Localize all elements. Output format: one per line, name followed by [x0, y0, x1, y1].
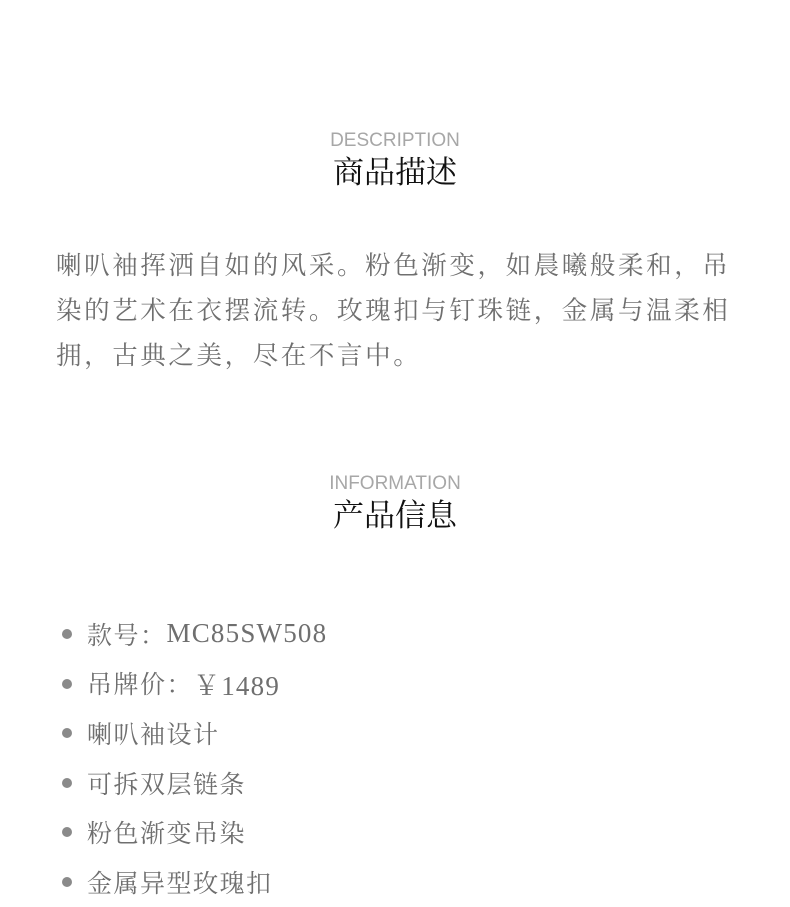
info-label: 吊牌价： [87, 670, 194, 700]
info-item-tag-price [60, 659, 327, 709]
info-item-rose-button [60, 857, 327, 907]
bullet-icon [62, 728, 72, 738]
bullet-icon [62, 877, 72, 887]
info-value: MC85SW508 [166, 618, 328, 649]
info-item-detachable-chain [60, 758, 327, 808]
bullet-icon [62, 827, 72, 837]
information-header [0, 473, 790, 536]
info-value: ￥1489 [193, 670, 281, 701]
info-item-flare-sleeve [60, 708, 327, 758]
information-title: 产品信息 [333, 498, 457, 534]
info-label: 可拆双层链条 [87, 769, 247, 799]
bullet-icon [62, 629, 72, 639]
info-label: 款号： [87, 620, 167, 650]
info-item-style-number [60, 609, 327, 659]
description-text: 喇叭袖挥洒自如的风采。粉色渐变，如晨曦般柔和，吊染的艺术在衣摆流转。玫瑰扣与钉珠链，金属与温柔相拥，古典之美，尽在不言中。 [56, 251, 731, 371]
description-header [0, 130, 790, 193]
bullet-icon [62, 679, 72, 689]
description-title: 商品描述 [333, 155, 457, 191]
info-item-gradient-dye [60, 807, 327, 857]
product-info-list [60, 609, 327, 907]
info-label: 金属异型玫瑰扣 [87, 868, 273, 898]
info-label: 粉色渐变吊染 [87, 819, 247, 849]
bullet-icon [62, 778, 72, 788]
info-label: 喇叭袖设计 [87, 719, 220, 749]
information-eyebrow: INFORMATION [329, 473, 461, 494]
description-eyebrow: DESCRIPTION [330, 130, 460, 151]
